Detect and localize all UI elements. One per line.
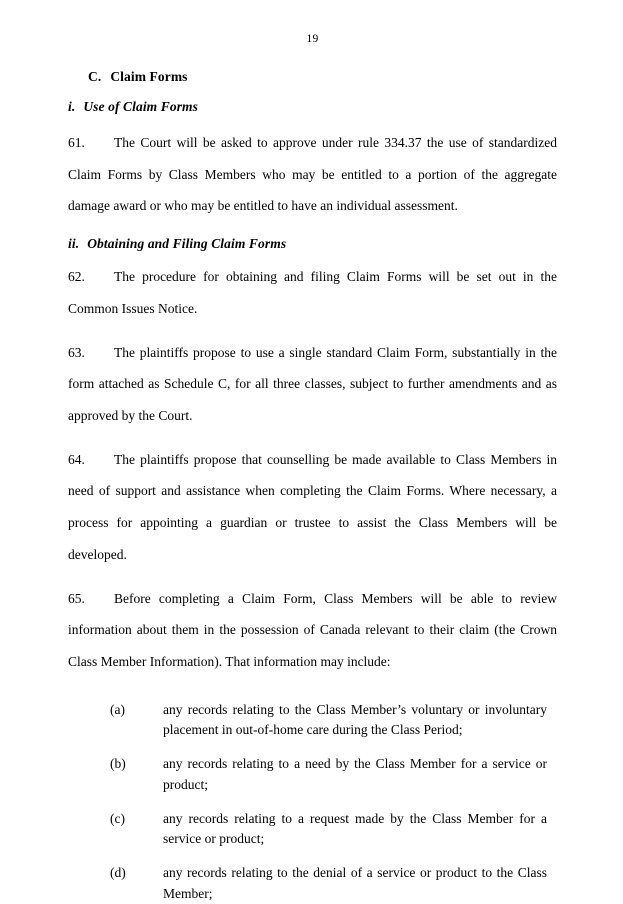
list-item: [68, 863, 557, 904]
enumerated-list: [68, 700, 557, 904]
list-item: [68, 700, 557, 741]
paragraph-number: 63.: [68, 344, 85, 360]
list-item-marker: (d): [110, 865, 126, 881]
list-item-marker: (a): [110, 701, 125, 717]
section-heading: [88, 69, 557, 85]
list-item-text: any records relating to a need by the Class Member for a service or product;: [163, 756, 547, 792]
subheading-obtaining-and-filing-claim-forms: [68, 236, 557, 252]
list-item-marker: (c): [110, 810, 125, 826]
list-item-text: any records relating to a request made by the Class Member for a service or product;: [163, 810, 547, 847]
paragraph-text: Before completing a Claim Form, Class Members will be able to review information about them in the possession of Canada relevant to their claim (the Crown Class Member Information). That information may include:: [68, 590, 557, 670]
paragraph-text: The Court will be asked to approve under rule 334.37 the use of standardized Claim Forms by Class Members who may be entitled to a portion of the aggregate damage award or who may be entitled to have an individual assessment.: [68, 135, 557, 214]
paragraph-number: 62.: [68, 269, 85, 285]
paragraph-65: [68, 583, 557, 678]
list-item: [68, 809, 557, 850]
list-item: [68, 754, 557, 795]
paragraph-61: [68, 127, 557, 222]
page-number: 19: [306, 33, 319, 45]
paragraph-text: The plaintiffs propose to use a single standard Claim Form, substantially in the form attached as Schedule C, for all three classes, subject to further amendments and as approved by the Court.: [68, 344, 557, 424]
paragraph-number: 61.: [68, 135, 85, 150]
paragraph-63: [68, 337, 557, 432]
list-item-text: any records relating to the denial of a service or product to the Class Member;: [163, 865, 547, 901]
paragraph-number: 65.: [68, 590, 85, 606]
subheading-number: i.: [68, 99, 76, 114]
subheading-title: Use of Claim Forms: [83, 99, 199, 114]
paragraph-text: The procedure for obtaining and filing Claim Forms will be set out in the Common Issues Notice.: [68, 269, 557, 316]
paragraph-62: [68, 261, 557, 324]
section-heading-title: Claim Forms: [110, 69, 188, 84]
subheading-title: Obtaining and Filing Claim Forms: [87, 236, 287, 252]
paragraph-number: 64.: [68, 451, 85, 467]
section-heading-label: C.: [88, 69, 102, 84]
list-item-marker: (b): [110, 756, 126, 772]
paragraph-64: [68, 444, 557, 571]
subheading-number: ii.: [68, 236, 80, 252]
list-item-text: any records relating to the Class Member’s voluntary or involuntary placement in out-of-home care during the Class Period;: [163, 701, 547, 738]
paragraph-text: The plaintiffs propose that counselling be made available to Class Members in need of support and assistance when completing the Claim Forms. Where necessary, a process for appointing a guardian or trustee to assist the Class Members will be developed.: [68, 451, 557, 562]
subheading-use-of-claim-forms: [68, 99, 557, 115]
